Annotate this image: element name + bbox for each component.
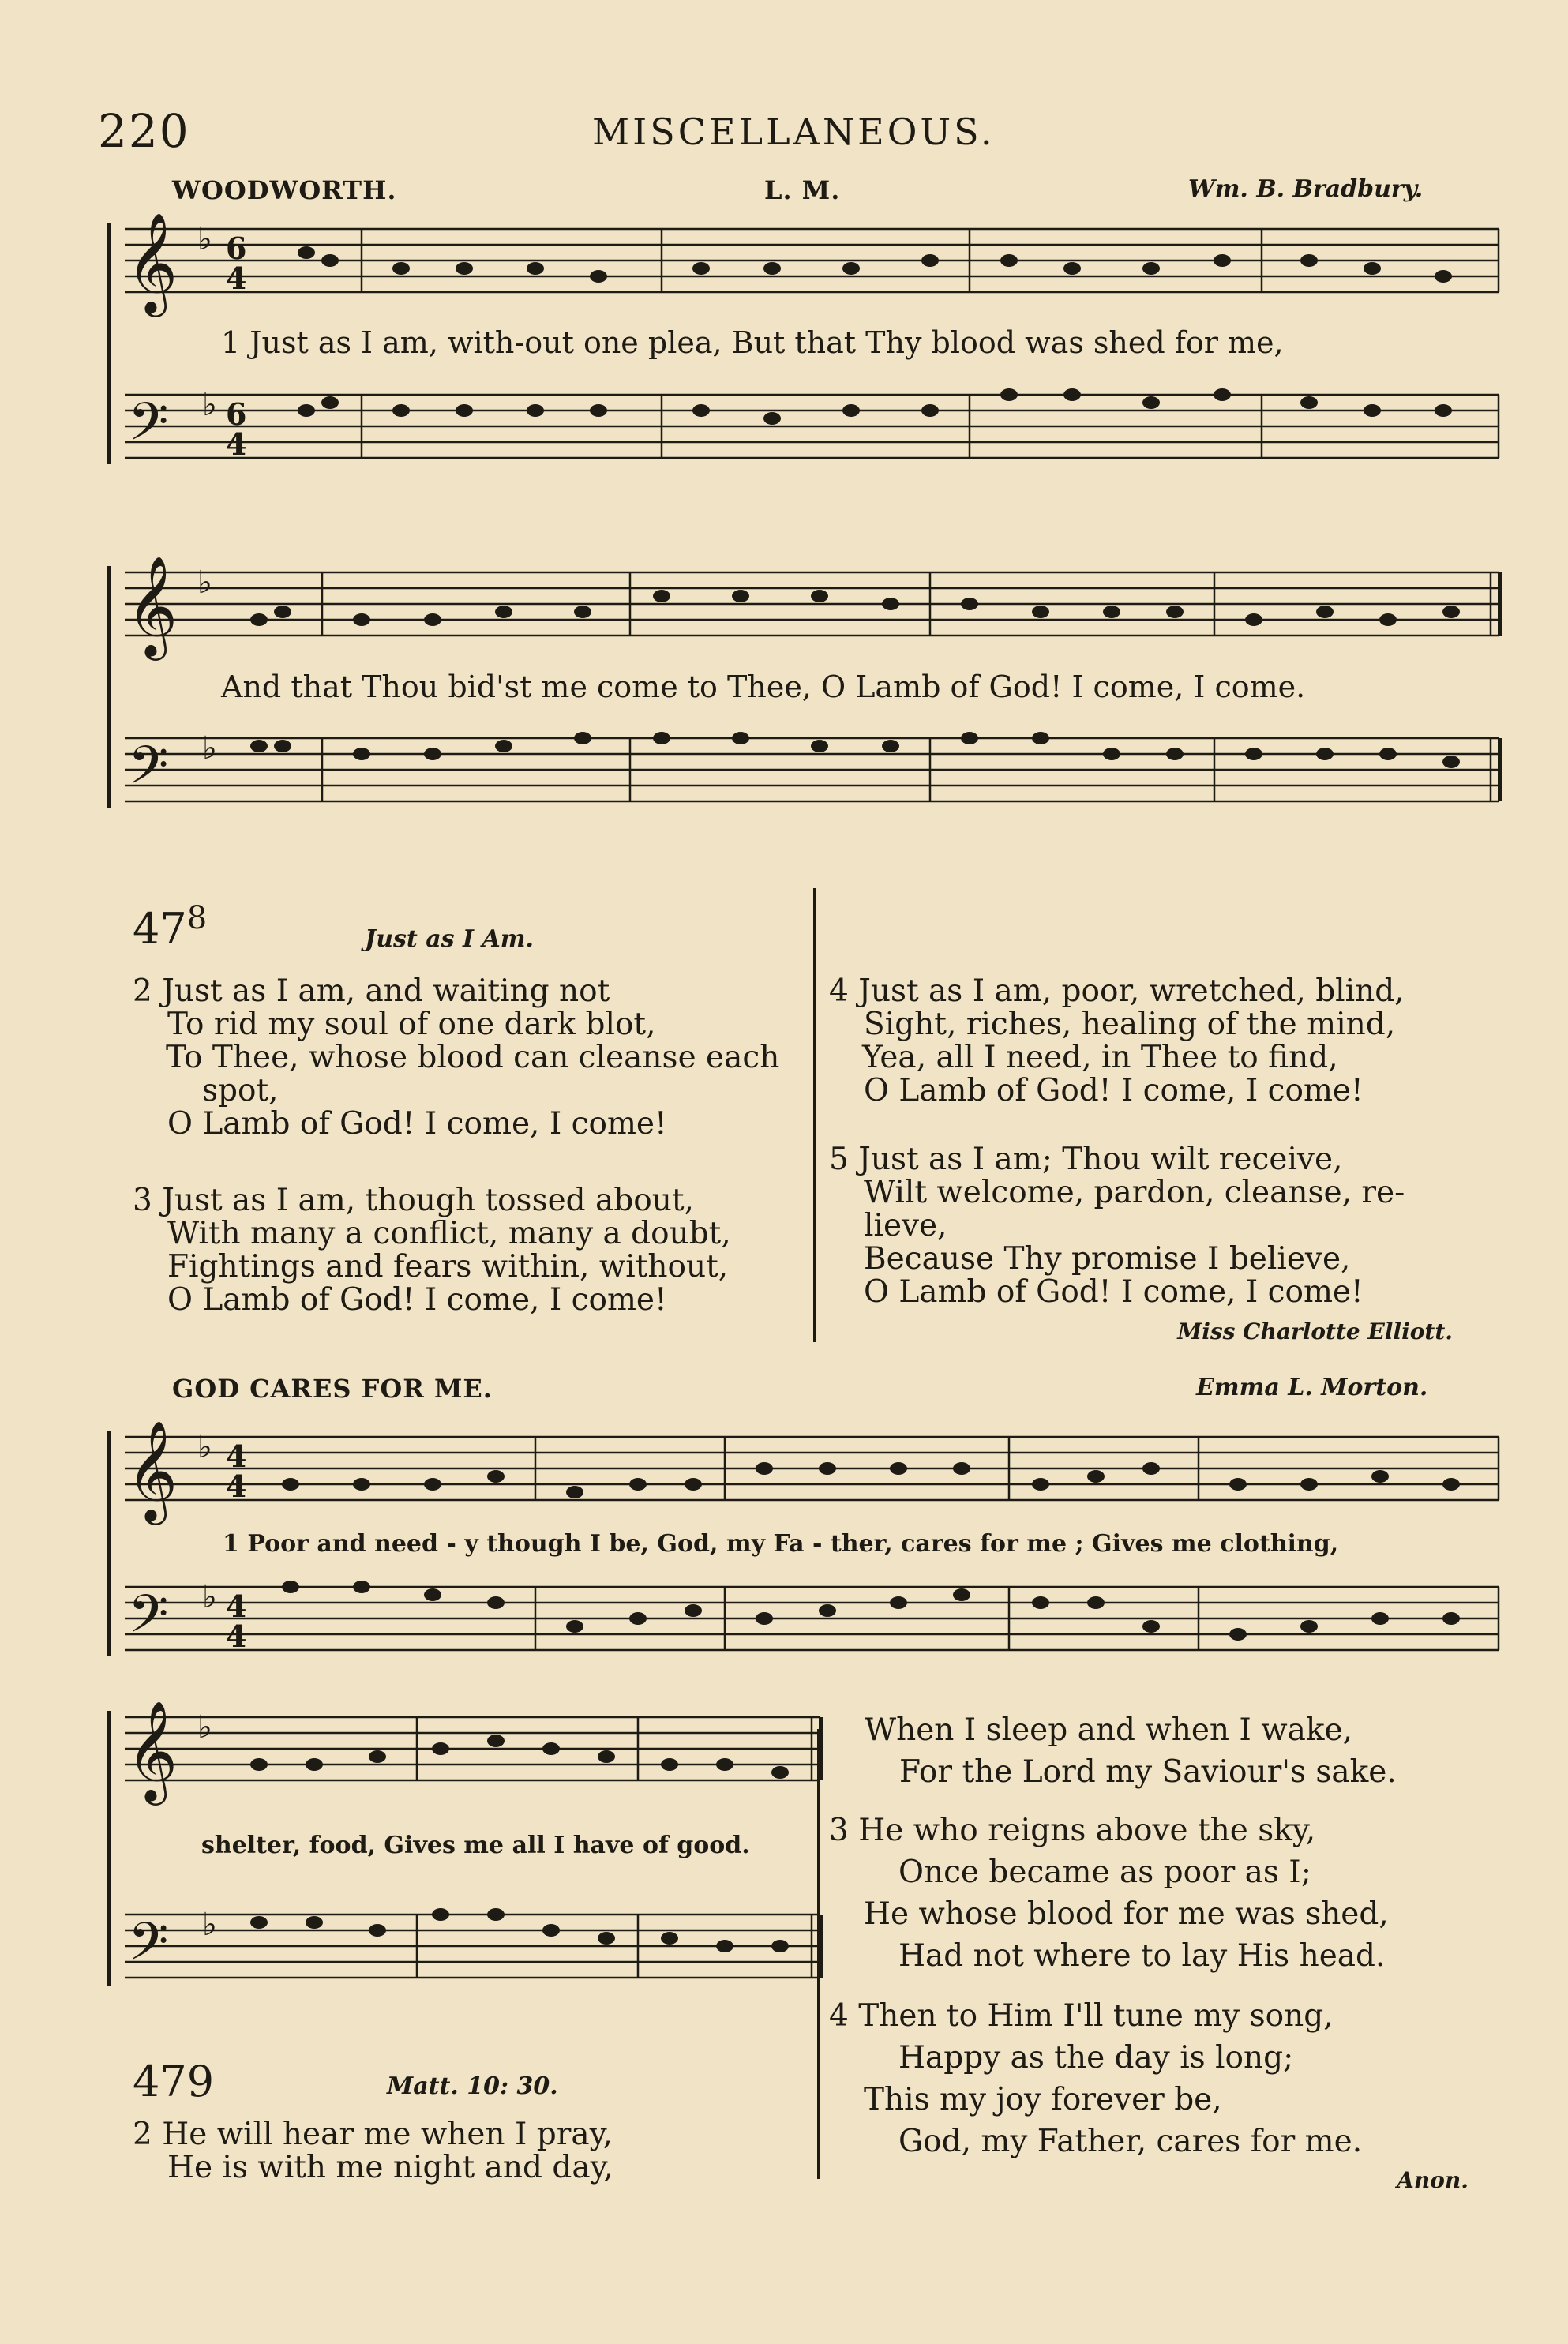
svg-text:𝄢: 𝄢	[128, 1584, 169, 1657]
hymn479-lyrics-line1: 1 Poor and need - y though I be, God, my Fa - ther, cares for me ; Gives me clothing,	[223, 1530, 1339, 1558]
hymn478-author: Miss Charlotte Elliott.	[1177, 1318, 1453, 1345]
hymn-number-479: 479	[133, 2057, 215, 2106]
svg-text:4: 4	[226, 1588, 247, 1624]
hymn479-verse-2-cont: When I sleep and when I wake, For the Lord my Saviour's sake.	[865, 1712, 1397, 1790]
svg-text:4: 4	[226, 1468, 247, 1504]
column-divider-2	[817, 1729, 820, 2179]
hymn479-verse-2: 2 He will hear me when I pray, He is with me night and day,	[133, 2117, 613, 2185]
hymn479-verse-3: 3 He who reigns above the sky, Once became as poor as I; He whose blood for me was shed, Had not where to lay His head.	[829, 1813, 1389, 1974]
hymn478-subtitle: Just as I Am.	[365, 925, 534, 953]
svg-text:♭: ♭	[197, 1429, 212, 1465]
tune-name-479: GOD CARES FOR ME.	[172, 1374, 493, 1404]
tune-name: WOODWORTH.	[172, 175, 397, 205]
column-divider	[813, 888, 816, 1342]
hymn479-verse-4: 4 Then to Him I'll tune my song, Happy as the day is long; This my joy forever be, God, my Father, cares for me.	[829, 1998, 1363, 2159]
svg-text:♭: ♭	[197, 564, 212, 601]
svg-text:♭: ♭	[197, 1709, 212, 1746]
svg-text:6: 6	[226, 396, 247, 432]
svg-text:4: 4	[226, 261, 247, 296]
tune-composer: Wm. B. Bradbury.	[1188, 175, 1424, 203]
svg-text:♭: ♭	[202, 387, 217, 423]
svg-text:♭: ♭	[202, 1907, 217, 1943]
svg-text:𝄞: 𝄞	[126, 1421, 178, 1521]
hymn479-author: Anon.	[1397, 2167, 1469, 2193]
svg-text:𝄢: 𝄢	[128, 735, 169, 808]
page-number: 220	[98, 104, 190, 158]
bass-clef-icon: 𝄢	[128, 392, 169, 465]
svg-text:♭: ♭	[202, 730, 217, 767]
svg-text:𝄢: 𝄢	[128, 1911, 169, 1985]
svg-text:𝄞: 𝄞	[126, 1701, 178, 1801]
hymn-number-478: $47^8$	[133, 900, 208, 954]
hymn478-verse-5: 5 Just as I am; Thou wilt receive, Wilt welcome, pardon, cleanse, re- lieve, Because Thy promise I believe, O Lamb of God! I come, I come!	[829, 1142, 1405, 1310]
hymn479-lyrics-line2: shelter, food, Gives me all I have of good.	[201, 1832, 750, 1859]
hymn478-verse-2: 2 Just as I am, and waiting not To rid my soul of one dark blot, To Thee, whose blood can cleanse each spot, O Lamb of God! I come, I come!	[133, 973, 780, 1142]
time-signature: 6	[226, 231, 247, 266]
svg-text:♭: ♭	[202, 1579, 217, 1615]
tune-meter: L. M.	[764, 175, 841, 205]
treble-clef-icon: 𝄞	[126, 213, 178, 313]
hymn478-verse-4: 4 Just as I am, poor, wretched, blind, Sight, riches, healing of the mind, Yea, all I need, in Thee to find, O Lamb of God! I come, I come!	[829, 973, 1405, 1108]
tune-composer-479: Emma L. Morton.	[1196, 1374, 1428, 1401]
hymn478-lyrics-line2: And that Thou bid'st me come to Thee, O Lamb of God! I come, I come.	[221, 669, 1306, 704]
hymn478-verse-3: 3 Just as I am, though tossed about, With many a conflict, many a doubt, Fightings and fears within, without, O Lamb of God! I come, I come!	[133, 1183, 731, 1318]
svg-text:4: 4	[226, 1618, 247, 1654]
hymn479-subtitle: Matt. 10: 30.	[387, 2072, 558, 2100]
hymn478-lyrics-line1: 1 Just as I am, with-out one plea, But that Thy blood was shed for me,	[221, 325, 1284, 360]
key-flat-icon: ♭	[197, 221, 212, 257]
svg-text:4: 4	[226, 426, 247, 462]
svg-text:𝄞: 𝄞	[126, 557, 178, 656]
music-system-4	[93, 1701, 835, 2033]
svg-text:4: 4	[226, 1438, 247, 1474]
section-title: MISCELLANEOUS.	[592, 111, 996, 153]
